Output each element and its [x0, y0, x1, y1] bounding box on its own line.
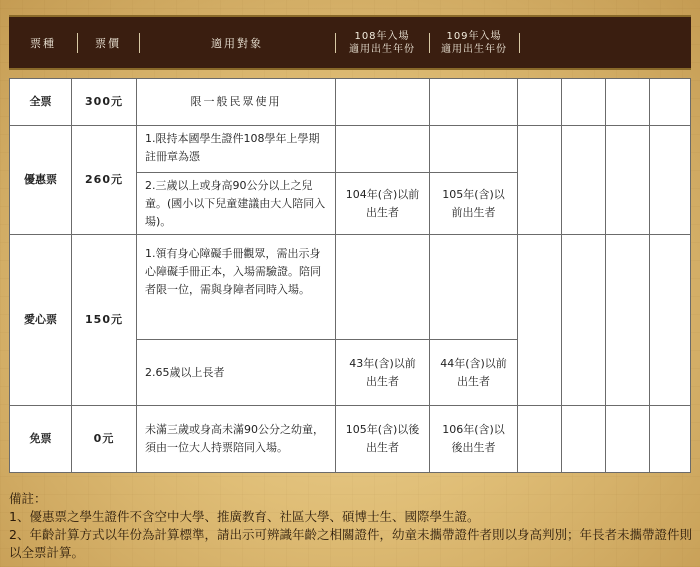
free-year-109: 106年(含)以後出生者: [429, 405, 518, 473]
notes-section: [9, 490, 699, 562]
header-eligibility: 適用對象: [211, 36, 263, 50]
header-109-line1: 109年入場: [446, 30, 502, 42]
empty-cell: [605, 405, 650, 473]
notes-line-2: 2、年齡計算方式以年份為計算標準，請出示可辨識年齡之相關證件，幼童未攜帶證件者則以身高判別；年長者未攜帶證件則以全票計算。: [9, 527, 692, 560]
love-year-108: 43年(含)以前出生者: [335, 339, 430, 406]
empty-cell: [649, 125, 691, 235]
full-ticket-type: 全票: [9, 78, 72, 126]
discount-year-109: 105年(含)以前出生者: [429, 172, 518, 235]
empty-cell: [335, 125, 430, 173]
notes-title: 備註：: [9, 491, 47, 506]
header-divider: [519, 33, 520, 53]
love-desc-2: 2.65歲以上長者: [136, 339, 336, 406]
empty-cell: [605, 78, 650, 126]
love-year-109: 44年(含)以前出生者: [429, 339, 518, 406]
love-ticket-price: 150元: [71, 234, 137, 406]
empty-cell: [649, 234, 691, 406]
empty-cell: [561, 78, 606, 126]
love-desc-1: 1.領有身心障礙手冊觀眾，需出示身心障礙手冊正本，入場需驗證。陪同者限一位，需與身障者同時入場。: [136, 234, 336, 340]
notes-line-1: 1、優惠票之學生證件不含空中大學、推廣教育、社區大學、碩博士生、國際學生證。: [9, 509, 480, 524]
free-ticket-price: 0元: [71, 405, 137, 473]
full-ticket-desc: 限一般民眾使用: [136, 78, 336, 126]
free-desc: 未滿三歲或身高未滿90公分之幼童，須由一位大人持票陪同入場。: [136, 405, 336, 473]
header-price: 票價: [95, 36, 121, 50]
free-year-108: 105年(含)以後出生者: [335, 405, 430, 473]
empty-cell: [561, 405, 606, 473]
empty-cell: [649, 78, 691, 126]
empty-cell: [429, 125, 518, 173]
love-ticket-type: 愛心票: [9, 234, 72, 406]
header-109-line2: 適用出生年份: [441, 43, 507, 55]
empty-cell: [429, 234, 518, 340]
header-108-line2: 適用出生年份: [349, 43, 415, 55]
discount-desc-2: 2.三歲以上或身高90公分以上之兒童。(國小以下兒童建議由大人陪同入場)。: [136, 172, 336, 235]
empty-cell: [561, 125, 606, 235]
ticket-table: [9, 78, 691, 473]
header-ticket-type: 票種: [30, 36, 56, 50]
empty-cell: [517, 78, 562, 126]
empty-cell: [605, 234, 650, 406]
discount-ticket-price: 260元: [71, 125, 137, 235]
header-109: [429, 17, 519, 68]
discount-desc-1: 1.限持本國學生證件108學年上學期註冊章為憑: [136, 125, 336, 173]
free-ticket-type: 免票: [9, 405, 72, 473]
header-108: [335, 17, 429, 68]
empty-cell: [335, 234, 430, 340]
full-ticket-price: 300元: [71, 78, 137, 126]
empty-cell: [605, 125, 650, 235]
empty-cell: [517, 125, 562, 235]
empty-cell: [429, 78, 518, 126]
empty-cell: [517, 234, 562, 406]
empty-cell: [517, 405, 562, 473]
discount-ticket-type: 優惠票: [9, 125, 72, 235]
empty-cell: [335, 78, 430, 126]
discount-year-108: 104年(含)以前出生者: [335, 172, 430, 235]
empty-cell: [561, 234, 606, 406]
table-header: [9, 15, 691, 70]
empty-cell: [649, 405, 691, 473]
header-108-line1: 108年入場: [354, 30, 410, 42]
